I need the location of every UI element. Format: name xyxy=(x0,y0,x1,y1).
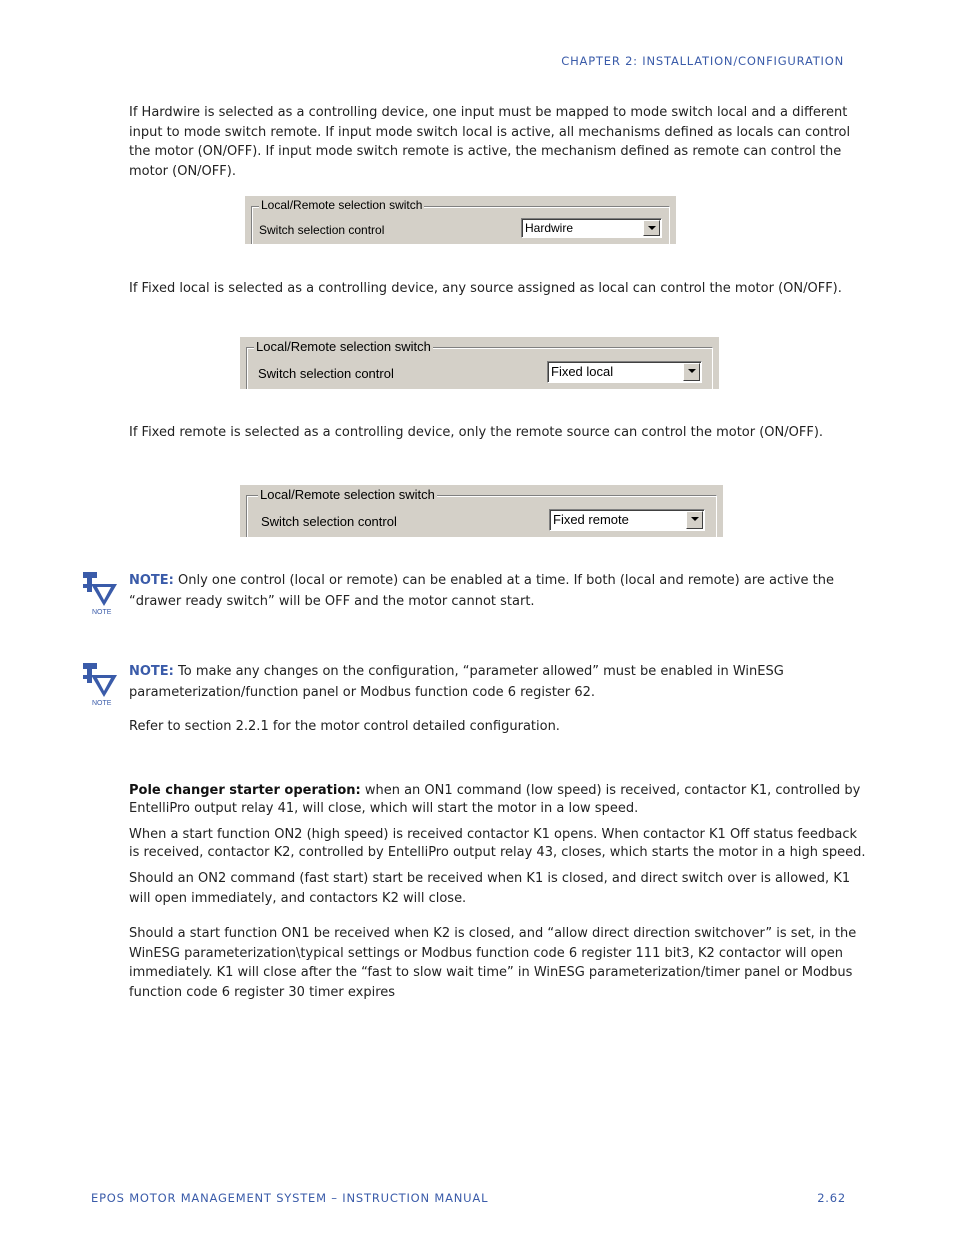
paragraph-pole-changer xyxy=(129,782,871,817)
page-number: 2.62 xyxy=(817,1191,846,1205)
panel-hardwire xyxy=(245,196,676,244)
note-body: To make any changes on the configuration, “parameter allowed” must be enabled in WinESG parameterization/function panel or Modbus function code 6 register 62. xyxy=(129,664,784,700)
note-text-2 xyxy=(129,661,871,703)
pole-changer-title: Pole changer starter operation: xyxy=(129,783,361,798)
note-icon xyxy=(81,570,121,616)
note-label: NOTE: xyxy=(129,664,174,679)
paragraph-hardwire: If Hardwire is selected as a controlling device, one input must be mapped to mode switch local and a different input to mode switch remote. If input mode switch local is active, all mechanisms defined as locals can control the motor (ON/OFF). If input mode switch remote is active, the mechanism defined as remote can control the motor (ON/OFF). xyxy=(129,105,851,179)
pole-changer-body: when an ON1 command (low speed) is received, contactor K1, controlled by EntelliPro output relay 41, will close, which will start the motor in a low speed. xyxy=(129,783,861,816)
footer-title: EPOS MOTOR MANAGEMENT SYSTEM – INSTRUCTION MANUAL xyxy=(91,1191,489,1205)
switch-selection-label: Switch selection control xyxy=(259,223,385,237)
note-text-1 xyxy=(129,570,871,612)
switch-selection-dropdown[interactable] xyxy=(547,361,702,383)
chevron-down-icon[interactable] xyxy=(643,220,660,236)
note-label: NOTE: xyxy=(129,573,174,588)
paragraph-refer: Refer to section 2.2.1 for the motor control detailed configuration. xyxy=(129,719,560,734)
paragraph-on1-k2: Should a start function ON1 be received when K2 is closed, and “allow direct direction switchover” is set, in the WinESG parameterization\typical settings or Modbus function code 6 register 111 bit3, K2 contactor will open immediately. K1 will close after the “fast to slow wait time” in WinESG parameterization/timer panel or Modbus function code 6 register 30 timer expires xyxy=(129,926,857,1000)
panel-fixed-local xyxy=(240,337,719,389)
paragraph-fixed-local: If Fixed local is selected as a controlling device, any source assigned as local can control the motor (ON/OFF). xyxy=(129,281,842,296)
panel-legend: Local/Remote selection switch xyxy=(256,339,431,354)
note-body: Only one control (local or remote) can be enabled at a time. If both (local and remote) are active the “drawer ready switch” will be OFF and the motor cannot start. xyxy=(129,573,835,609)
panel-fixed-remote xyxy=(240,485,723,537)
chevron-down-icon[interactable] xyxy=(686,511,703,529)
paragraph-on2: When a start function ON2 (high speed) is received contactor K1 opens. When contactor K1 Off status feedback is received, contactor K2, controlled by EntelliPro output relay 43, closes, which starts the motor in a high speed. xyxy=(129,827,866,860)
panel-legend: Local/Remote selection switch xyxy=(261,198,423,212)
switch-selection-label: Switch selection control xyxy=(258,366,394,381)
svg-text:NOTE: NOTE xyxy=(92,609,112,616)
chevron-down-icon[interactable] xyxy=(683,363,700,381)
dropdown-value: Fixed remote xyxy=(553,512,629,527)
panel-legend: Local/Remote selection switch xyxy=(260,487,435,502)
note-icon xyxy=(81,661,121,707)
dropdown-value: Hardwire xyxy=(525,221,574,235)
switch-selection-dropdown[interactable] xyxy=(549,509,705,531)
dropdown-value: Fixed local xyxy=(551,364,614,379)
switch-selection-label: Switch selection control xyxy=(261,514,397,529)
chapter-header: CHAPTER 2: INSTALLATION/CONFIGURATION xyxy=(561,54,844,68)
switch-selection-dropdown[interactable] xyxy=(521,218,662,238)
paragraph-fixed-remote: If Fixed remote is selected as a controlling device, only the remote source can control the motor (ON/OFF). xyxy=(129,425,824,440)
paragraph-fast-start: Should an ON2 command (fast start) start be received when K1 is closed, and direct switch over is allowed, K1 will open immediately, and contactors K2 will close. xyxy=(129,871,851,906)
svg-text:NOTE: NOTE xyxy=(92,700,112,707)
